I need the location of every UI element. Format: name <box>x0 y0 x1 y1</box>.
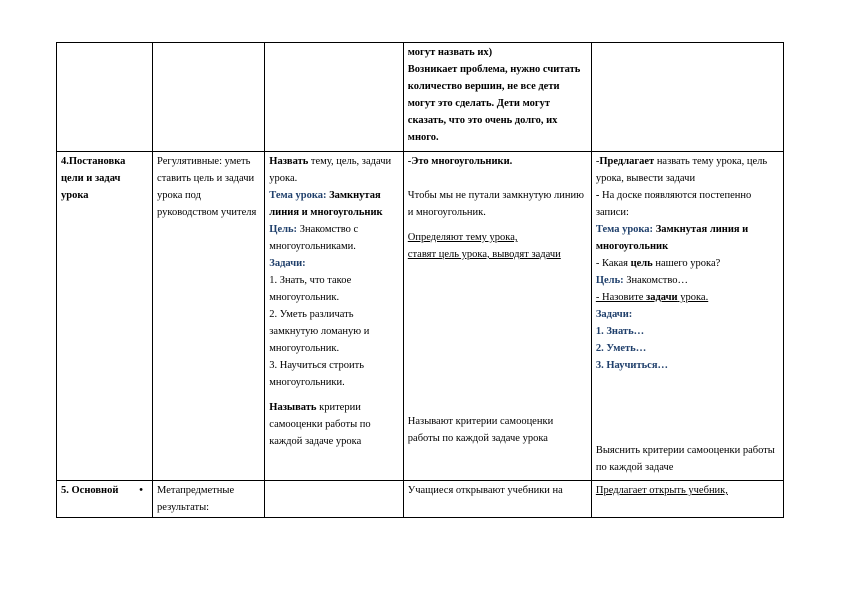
cell-content <box>265 152 404 481</box>
uud-text: Регулятивные: уметь ставить цель и задачи урока под руководством учителя <box>157 156 257 218</box>
stage-title: 4.Постановка цели и задач урока <box>61 156 126 201</box>
teacher-tasks-label: Задачи: <box>595 309 633 320</box>
content-topic: Тема урока: Замкнутая линия и многоугольник <box>269 190 383 218</box>
students-criteria: Называют критерии самооценки работы по каждой задаче урока <box>407 416 554 444</box>
content-task: 3. Научиться строить многоугольники. <box>269 360 365 388</box>
students-text: Определяют тему урока, <box>407 232 518 243</box>
students-text: ставят цель урока, выводят задачи <box>407 249 561 260</box>
text-line: Возникает проблема, нужно считать количество вершин, не все дети могут это сделать. Дети могут сказать, что это очень долго, их много. <box>407 64 581 143</box>
teacher-topic: Тема урока: Замкнутая линия и многоугольник <box>595 224 749 252</box>
cell-stage <box>57 481 153 518</box>
bullet-icon: • <box>139 485 143 496</box>
teacher-task: 1. Знать… <box>595 326 645 337</box>
students-text: Учащиеся открывают учебники на <box>407 485 563 496</box>
cell-students <box>403 43 591 152</box>
cell-teacher <box>591 152 783 481</box>
cell-students <box>403 481 591 518</box>
cell-stage <box>57 43 153 152</box>
content-criteria: Называть критерии самооценки работы по каждой задаче урока <box>269 402 371 447</box>
stage-title: 5. Основной <box>61 485 119 496</box>
teacher-criteria: Выяснить критерии самооценки работы по каждой задаче <box>595 445 775 473</box>
cell-teacher <box>591 43 783 152</box>
students-text: Чтобы мы не путали замкнутую линию и многоугольник. <box>407 190 584 218</box>
content-goal: Цель: Знакомство с многоугольниками. <box>269 224 359 252</box>
content-tasks-label: Задачи: <box>269 258 306 269</box>
teacher-goal: Цель: Знакомство… <box>595 275 688 286</box>
cell-teacher <box>591 481 783 518</box>
text-line: могут назвать их) <box>407 47 493 58</box>
content-name: Назвать тему, цель, задачи урока. <box>269 156 392 184</box>
cell-content <box>265 43 404 152</box>
teacher-question: - Какая цель нашего урока? <box>595 258 721 269</box>
teacher-task: 3. Научиться… <box>595 360 669 371</box>
teacher-line: -Предлагает назвать тему урока, цель урока, вывести задачи <box>595 156 768 184</box>
uud-text: Метапредметные результаты: <box>157 485 235 513</box>
students-answer: -Это многоугольники. <box>407 156 513 167</box>
cell-content <box>265 481 404 518</box>
teacher-text: Предлагает открыть учебник, <box>595 485 728 496</box>
cell-students <box>403 152 591 481</box>
teacher-line: - На доске появляются постепенно записи: <box>595 190 752 218</box>
lesson-plan-table <box>56 42 784 518</box>
teacher-tasks-question: - Назовите задачи урока. <box>595 292 709 303</box>
cell-uud <box>153 43 265 152</box>
cell-uud <box>153 481 265 518</box>
cell-stage <box>57 152 153 481</box>
content-task: 2. Уметь различать замкнутую ломаную и многоугольник. <box>269 309 370 354</box>
table-row <box>57 152 784 481</box>
table-row <box>57 43 784 152</box>
content-task: 1. Знать, что такое многоугольник. <box>269 275 352 303</box>
table-row <box>57 481 784 518</box>
teacher-task: 2. Уметь… <box>595 343 647 354</box>
cell-uud <box>153 152 265 481</box>
